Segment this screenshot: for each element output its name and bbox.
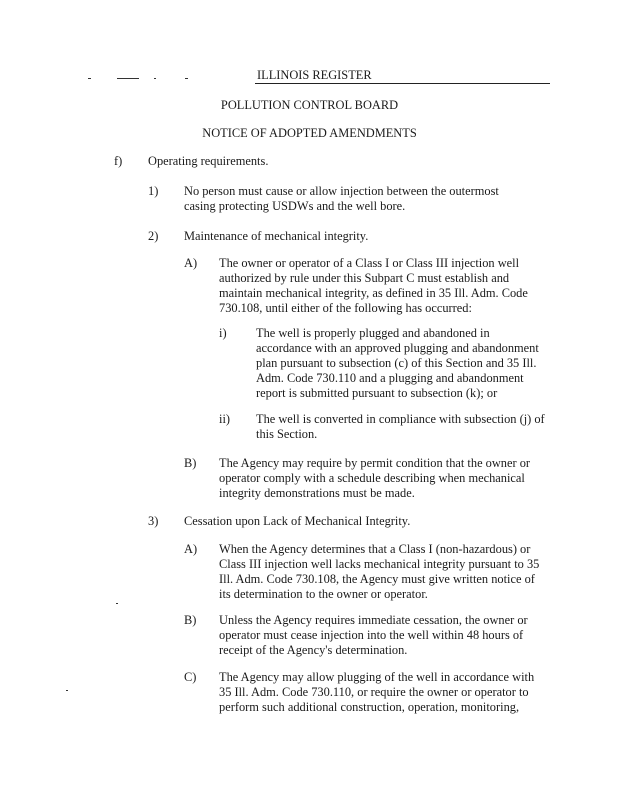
item-2a-i-text: The well is properly plugged and abandoned in accordance with an approved plugging and abandonment plan pursuant to subsection (c) of this Section and 35 Ill. Adm. Code 730.110 and a plugging and abandonment report is submitted pursuant to subsection (k); or (256, 326, 539, 400)
item-2-label: 2) (148, 229, 159, 243)
item-1-text: No person must cause or allow injection between the outermost casing protecting USDWs and the well bore. (184, 184, 499, 213)
board-title: POLLUTION CONTROL BOARD (220, 98, 399, 112)
item-2a-label: A) (184, 256, 198, 270)
section-f-label: f) (114, 154, 123, 168)
item-2-text: Maintenance of mechanical integrity. (184, 229, 369, 243)
item-3-text: Cessation upon Lack of Mechanical Integrity. (184, 514, 411, 528)
item-3b-label: B) (184, 613, 197, 627)
register-title (255, 68, 550, 84)
scan-speck (66, 690, 68, 691)
item-2a-ii-text: The well is converted in compliance with subsection (j) of this Section. (256, 412, 545, 441)
item-3c-label: C) (184, 670, 197, 684)
item-2b-text: The Agency may require by permit condition that the owner or operator comply with a schedule describing when mechanical integrity demonstrations must be made. (219, 456, 531, 500)
item-3-label: 3) (148, 514, 159, 528)
notice-title: NOTICE OF ADOPTED AMENDMENTS (202, 126, 417, 140)
scan-speck (116, 603, 118, 604)
item-2a-i-label: i) (219, 326, 227, 340)
scan-speck (88, 78, 91, 79)
item-3b-text: Unless the Agency requires immediate cessation, the owner or operator must cease injection into the well within 48 hours of receipt of the Agency's determination. (219, 613, 528, 657)
item-3a-label: A) (184, 542, 198, 556)
item-3a-text: When the Agency determines that a Class I (non-hazardous) or Class III injection well lacks mechanical integrity pursuant to 35 Ill. Adm. Code 730.108, the Agency must give written notice of its determination to the owner or operator. (219, 542, 540, 601)
item-3c-text: The Agency may allow plugging of the well in accordance with 35 Ill. Adm. Code 730.110, or require the owner or operator to perform such additional construction, operation, monitoring, (219, 670, 535, 714)
item-2a-ii-label: ii) (219, 412, 231, 426)
section-f-title: Operating requirements. (148, 154, 269, 168)
item-2b-label: B) (184, 456, 197, 470)
scan-speck (185, 78, 188, 79)
scan-speck (117, 78, 139, 79)
item-1-label: 1) (148, 184, 159, 198)
register-title-text: ILLINOIS REGISTER (257, 68, 372, 82)
scan-speck (154, 78, 156, 79)
item-2a-text: The owner or operator of a Class I or Class III injection well authorized by rule under this Subpart C must establish and maintain mechanical integrity, as defined in 35 Ill. Adm. Code 730.108, until either of the following has occurred: (219, 256, 528, 315)
